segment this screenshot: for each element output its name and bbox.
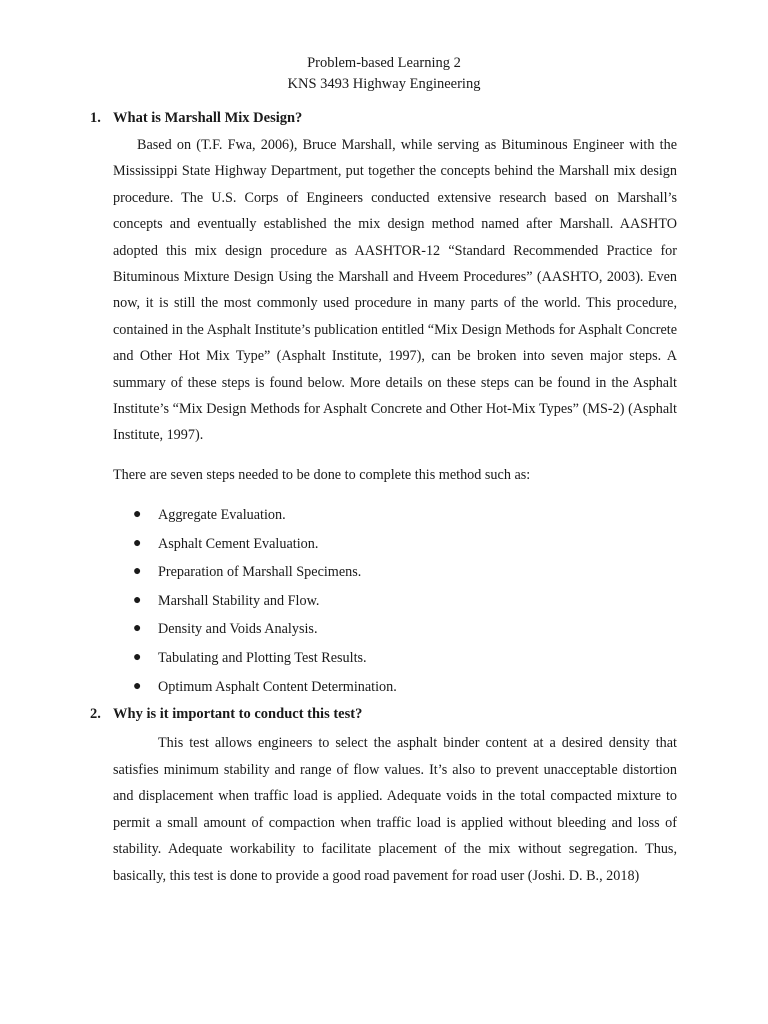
section-2-title: Why is it important to conduct this test? [113,706,363,722]
step-label: Aggregate Evaluation. [158,507,286,523]
bullet-icon: ● [133,678,142,694]
step-label: Preparation of Marshall Specimens. [158,564,362,581]
steps-intro: There are seven steps needed to be done to complete this method such as: [113,467,531,483]
step-label: Tabulating and Plotting Test Results. [158,649,367,666]
course-title: KNS 3493 Highway Engineering [287,76,481,92]
bullet-icon: ● [133,564,142,580]
step-label: Density and Voids Analysis. [158,621,318,638]
bullet-icon: ● [133,507,142,522]
step-label: Marshall Stability and Flow. [158,592,320,609]
document-title: Problem-based Learning 2 [307,55,461,71]
section-2-paragraph: This test allows engineers to select the asphalt binder content at a desired density that satisfies minimum stability and range of flow values. It’s also to prevent unacceptable distortion and displacement when traffic load is applied. Adequate voids in the total compacted mixture to permit a small amount of compaction when traffic load is applied without bleeding and loss of stability. Adequate workability to facilitate placement of the mix without segregation. Thus, basically, this test is done to provide a good road pavement for road user (Joshi. D. B., 2018) [113,735,677,884]
bullet-icon: ● [133,535,142,551]
section-1-paragraph: Based on (T.F. Fwa, 2006), Bruce Marshall, while serving as Bituminous Engineer with the Mississippi State Highway Department, put together the concepts behind the Marshall mix design procedure. The U.S. Corps of Engineers conducted extensive research based on Marshall’s concepts and eventually established the mix design method named after Marshall. AASHTO adopted this mix design procedure as AASHTOR-12 “Standard Recommended Practice for Bituminous Mixture Design Using the Marshall and Hveem Procedures” (AASHTO, 2003). Even now, it is still the most commonly used procedure in many parts of the world. This procedure, contained in the Asphalt Institute’s publication entitled “Mix Design Methods for Asphalt Concrete and Other Hot Mix Type” (Asphalt Institute, 1997), can be broken into seven major steps. A summary of these steps is found below. More details on these steps can be found in the Asphalt Institute’s “Mix Design Methods for Asphalt Concrete and Other Hot-Mix Types” (MS-2) (Asphalt Institute, 1997). [113,137,677,444]
step-label: Asphalt Cement Evaluation. [158,535,319,552]
bullet-icon: ● [133,621,142,637]
section-2-heading [90,704,362,724]
bullet-icon: ● [133,649,142,665]
section-2-number: 2. [90,706,101,722]
step-label: Optimum Asphalt Content Determination. [158,678,397,695]
section-1-title: What is Marshall Mix Design? [113,110,303,126]
section-1-number: 1. [90,110,101,126]
section-1-heading [90,108,302,128]
bullet-icon: ● [133,592,142,608]
